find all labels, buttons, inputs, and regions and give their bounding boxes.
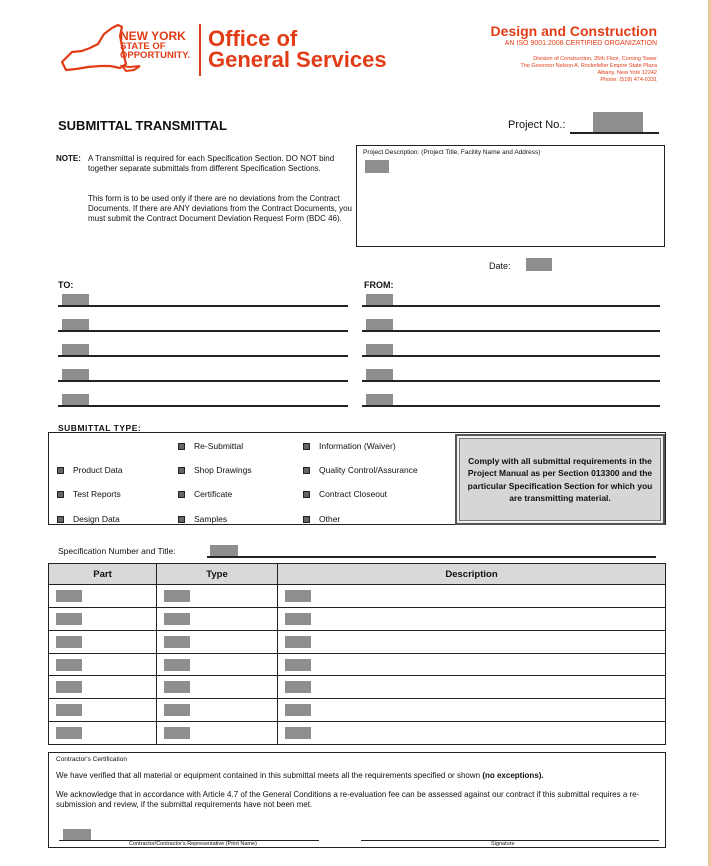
checkbox-quality-control[interactable] — [303, 465, 418, 475]
table-row — [49, 607, 666, 630]
checkbox-label: Re-Submittal — [194, 441, 244, 451]
address-line: Division of Construction, 35th Floor, Corning Tower — [533, 56, 657, 62]
type-cell[interactable] — [157, 722, 278, 745]
project-description-box[interactable] — [356, 145, 665, 247]
parts-table — [48, 563, 666, 745]
checkbox-icon — [57, 467, 64, 474]
name-line-label: Contractor/Contractor's Representative (Print Name) — [129, 841, 257, 847]
from-line — [362, 330, 660, 332]
checkbox-icon — [178, 491, 185, 498]
ny-line2: STATE OF — [120, 41, 166, 52]
cert-text-bold: (no exceptions). — [482, 771, 544, 780]
project-description-label: Project Description: (Project Title, Facility Name and Address) — [363, 149, 541, 156]
checkbox-icon — [57, 491, 64, 498]
cell-fill — [56, 704, 82, 716]
to-line — [58, 380, 348, 382]
table-row — [49, 699, 666, 722]
table-row — [49, 676, 666, 699]
logo-divider — [199, 24, 201, 76]
checkbox-label: Information (Waiver) — [319, 441, 396, 451]
table-row — [49, 653, 666, 676]
cell-fill — [56, 659, 82, 671]
ogs-line1: Office of — [208, 26, 298, 51]
checkbox-icon — [303, 467, 310, 474]
table-row — [49, 630, 666, 653]
checkbox-label: Contract Closeout — [319, 489, 388, 499]
date-field[interactable] — [526, 258, 552, 271]
ny-line3: OPPORTUNITY. — [120, 50, 191, 61]
spec-label: Specification Number and Title: — [58, 546, 176, 556]
dc-title: Design and Construction — [490, 23, 657, 39]
ogs-wordmark — [208, 28, 387, 70]
checkbox-icon — [303, 443, 310, 450]
checkbox-icon — [57, 516, 64, 523]
from-field[interactable] — [366, 394, 393, 405]
ny-state-wordmark — [120, 30, 190, 60]
cell-fill — [164, 659, 190, 671]
date-label: Date: — [489, 261, 511, 271]
description-cell[interactable] — [278, 607, 666, 630]
checkbox-product-data[interactable] — [57, 465, 123, 475]
project-no-underline — [570, 132, 659, 134]
checkbox-information-waiver[interactable] — [303, 441, 396, 451]
from-label: FROM: — [364, 280, 394, 290]
description-cell[interactable] — [278, 653, 666, 676]
part-cell[interactable] — [49, 699, 157, 722]
description-cell[interactable] — [278, 630, 666, 653]
to-label: TO: — [58, 280, 74, 290]
ogs-line2: General Services — [208, 47, 387, 72]
to-line — [58, 305, 348, 307]
part-cell[interactable] — [49, 630, 157, 653]
table-header-row — [49, 564, 666, 585]
from-line — [362, 380, 660, 382]
part-cell[interactable] — [49, 653, 157, 676]
type-cell[interactable] — [157, 653, 278, 676]
cell-fill — [164, 727, 190, 739]
column-header-description: Description — [278, 564, 666, 585]
from-line — [362, 355, 660, 357]
checkbox-contract-closeout[interactable] — [303, 489, 387, 499]
comply-text: Comply with all submittal requirements in the Project Manual as per Section 013300 and the particular Specification Section for which you are transmitting material. — [467, 455, 653, 503]
form-title: SUBMITTAL TRANSMITTAL — [58, 118, 227, 133]
project-no-field[interactable] — [593, 112, 643, 132]
cell-fill — [56, 681, 82, 693]
from-line — [362, 405, 660, 407]
cell-fill — [164, 704, 190, 716]
spec-field[interactable] — [210, 545, 238, 556]
comply-notice — [455, 434, 665, 525]
cell-fill — [285, 681, 311, 693]
dc-subtitle: AN ISO 9001:2008 CERTIFIED ORGANIZATION — [504, 40, 657, 47]
cell-fill — [285, 613, 311, 625]
note-text-2: This form is to be used only if there are no deviations from the Contract Documents. If there are ANY deviations from the Contract Documents, you must submit the Contract Document Deviation Request Form (BDC 46). — [88, 194, 352, 223]
cell-fill — [56, 613, 82, 625]
type-cell[interactable] — [157, 676, 278, 699]
from-field[interactable] — [366, 369, 393, 380]
checkbox-icon — [178, 443, 185, 450]
cell-fill — [164, 636, 190, 648]
cell-fill — [56, 636, 82, 648]
description-cell[interactable] — [278, 585, 666, 608]
type-cell[interactable] — [157, 585, 278, 608]
part-cell[interactable] — [49, 585, 157, 608]
to-field[interactable] — [62, 294, 89, 305]
cell-fill — [164, 613, 190, 625]
cell-fill — [285, 704, 311, 716]
description-cell[interactable] — [278, 676, 666, 699]
checkbox-label: Design Data — [73, 514, 120, 524]
cert-text-1: We have verified that all material or equipment contained in this submittal meets all the requirements specified or shown — [56, 771, 481, 780]
cell-fill — [164, 590, 190, 602]
description-cell[interactable] — [278, 699, 666, 722]
cert-paragraph-1 — [56, 771, 660, 780]
checkbox-label: Certificate — [194, 489, 233, 499]
cell-fill — [285, 590, 311, 602]
cell-fill — [285, 659, 311, 671]
to-line — [58, 330, 348, 332]
cell-fill — [56, 590, 82, 602]
checkbox-icon — [303, 491, 310, 498]
description-cell[interactable] — [278, 722, 666, 745]
address-line: The Governor Nelson A. Rockefeller Empire State Plaza — [520, 63, 657, 69]
column-header-type: Type — [157, 564, 278, 585]
to-field[interactable] — [62, 344, 89, 355]
checkbox-icon — [303, 516, 310, 523]
checkbox-label: Quality Control/Assurance — [319, 465, 418, 475]
cell-fill — [56, 727, 82, 739]
checkbox-other[interactable] — [303, 514, 340, 524]
address-line: Phone: (518) 474-0331 — [600, 77, 657, 83]
cell-fill — [285, 636, 311, 648]
to-field[interactable] — [62, 394, 89, 405]
submittal-type-label: SUBMITTAL TYPE: — [58, 423, 142, 433]
spec-underline — [207, 556, 656, 558]
checkbox-test-reports[interactable] — [57, 489, 121, 499]
project-no-label: Project No.: — [508, 119, 566, 131]
ny-line1: NEW YORK — [120, 29, 186, 43]
checkbox-label: Product Data — [73, 465, 123, 475]
checkbox-label: Test Reports — [73, 489, 121, 499]
from-field[interactable] — [366, 319, 393, 330]
to-line — [58, 405, 348, 407]
checkbox-shop-drawings[interactable] — [178, 465, 252, 475]
checkbox-label: Shop Drawings — [194, 465, 252, 475]
cell-fill — [285, 727, 311, 739]
from-field[interactable] — [366, 294, 393, 305]
table-row — [49, 585, 666, 608]
contractor-name-field[interactable] — [63, 829, 91, 840]
checkbox-label: Other — [319, 514, 341, 524]
note-text-1: A Transmittal is required for each Specification Section. DO NOT bind together separate submittals from different Specification Sections. — [88, 154, 335, 173]
checkbox-certificate[interactable] — [178, 489, 232, 499]
type-cell[interactable] — [157, 699, 278, 722]
signature-line-label: Signature — [491, 841, 515, 847]
cert-label: Contractor's Certification — [56, 756, 127, 763]
note-label: NOTE: — [56, 154, 81, 163]
cell-fill — [164, 681, 190, 693]
table-row — [49, 722, 666, 745]
part-cell[interactable] — [49, 676, 157, 699]
certification-box — [48, 752, 666, 848]
checkbox-samples[interactable] — [178, 514, 227, 524]
checkbox-label: Samples — [194, 514, 228, 524]
checkbox-icon — [178, 516, 185, 523]
type-cell[interactable] — [157, 630, 278, 653]
to-field[interactable] — [62, 319, 89, 330]
checkbox-design-data[interactable] — [57, 514, 120, 524]
checkbox-resubmittal[interactable] — [178, 441, 243, 451]
from-line — [362, 305, 660, 307]
cert-paragraph-2: We acknowledge that in accordance with Article 4.7 of the General Conditions a re-evaluation fee can be assessed against our contract if this submittal requires a re-submission and review, if the submittal requirements have not been met. — [56, 790, 640, 809]
to-field[interactable] — [62, 369, 89, 380]
checkbox-icon — [178, 467, 185, 474]
address-line: Albany, New York 12242 — [597, 70, 657, 76]
column-header-part: Part — [49, 564, 157, 585]
part-cell[interactable] — [49, 722, 157, 745]
part-cell[interactable] — [49, 607, 157, 630]
from-field[interactable] — [366, 344, 393, 355]
dc-address — [427, 56, 657, 84]
type-cell[interactable] — [157, 607, 278, 630]
to-line — [58, 355, 348, 357]
project-description-field[interactable] — [365, 160, 389, 173]
